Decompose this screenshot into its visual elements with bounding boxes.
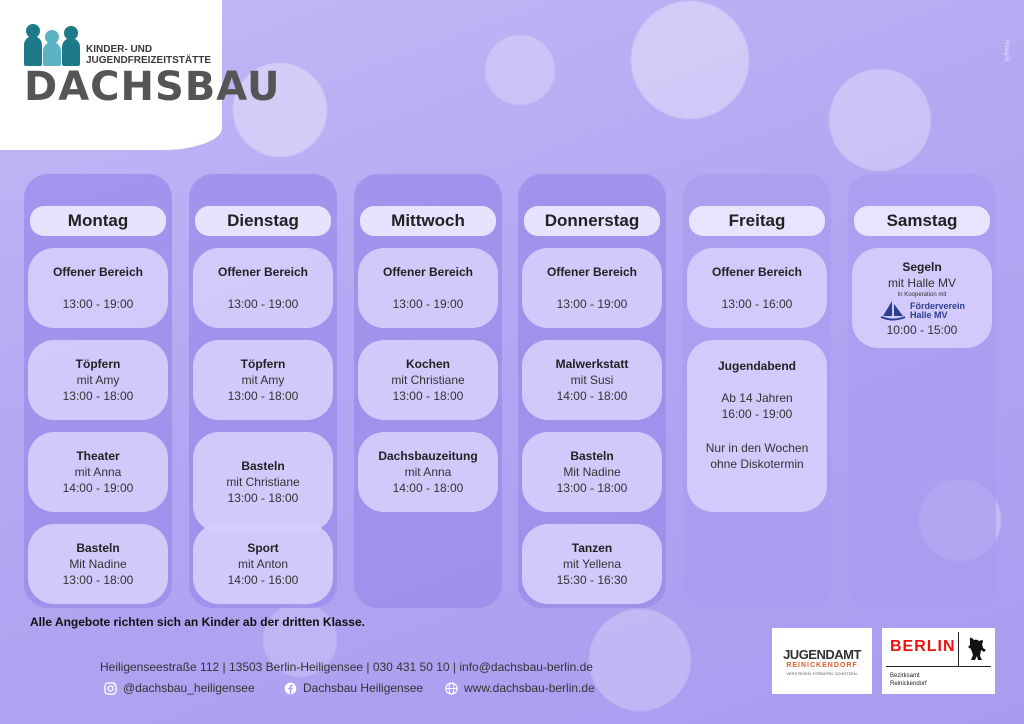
berlin-logo [882,628,995,694]
activity-title: Offener Bereich [546,265,638,279]
activity-time: 13:00 - 19:00 [556,297,628,311]
activity-card [193,340,333,420]
day-heading: Donnerstag [524,206,660,236]
activity-card [522,524,662,604]
facebook-icon [284,682,297,695]
activity-time: 13:00 - 16:00 [721,297,793,311]
activity-card [193,248,333,328]
activity-time: 14:00 - 18:00 [392,481,464,495]
partner-name-line1: Förderverein [909,300,966,311]
day-column-dienstag [189,174,337,608]
activity-time: 13:00 - 18:00 [227,491,299,505]
day-column-freitag [683,174,831,608]
activity-card [687,340,827,512]
activity-card [852,248,992,348]
activity-leader: Mit Nadine [69,557,127,571]
logo-line1: KINDER- UND [86,44,153,55]
instagram-icon [104,682,117,695]
activity-age: Ab 14 Jahren [721,391,793,405]
activity-title: Offener Bereich [711,265,803,279]
address-line: Heiligenseestraße 112 | 13503 Berlin-Heiligensee | 030 431 50 10 | info@dachsbau-berlin.de [100,660,593,674]
berlin-sub1: Bezirksamt [890,673,920,679]
activity-leader: mit Christiane [391,373,465,387]
activity-leader: mit Amy [241,373,285,387]
berlin-sub2: Reinickendorf [890,681,927,687]
cooperation-label: In Kooperation mit [897,291,947,298]
activity-time: 13:00 - 19:00 [227,297,299,311]
activity-leader: mit Halle MV [887,275,956,290]
activity-time: 14:00 - 19:00 [62,481,134,495]
partner-logo [879,300,965,322]
day-heading: Freitag [689,206,825,236]
activity-title: Malwerkstatt [555,357,629,371]
logo-figures-icon [24,24,84,66]
activity-title: Basteln [570,449,614,463]
activity-card [522,432,662,512]
instagram-handle: @dachsbau_heiligensee [123,681,255,695]
activity-card [28,340,168,420]
partner-name-line2: Halle MV [909,309,948,320]
activity-leader: mit Christiane [226,475,300,489]
activity-card [687,248,827,328]
website-url: www.dachsbau-berlin.de [464,681,595,695]
activity-card [522,340,662,420]
activity-leader: mit Amy [76,373,120,387]
activity-title: Sport [247,541,279,555]
activity-time: 10:00 - 15:00 [886,322,958,337]
activity-note: Nur in den Wochen [705,441,809,455]
activity-title: Basteln [76,541,120,555]
activity-time: 14:00 - 16:00 [227,573,299,587]
audience-note: Alle Angebote richten sich an Kinder ab der dritten Klasse. [30,615,365,629]
activity-card [28,432,168,512]
activity-time: 13:00 - 18:00 [392,389,464,403]
jugendamt-subtitle: REINICKENDORF [786,661,858,669]
activity-title: Offener Bereich [217,265,309,279]
activity-leader: mit Anna [74,465,122,479]
activity-leader: mit Anton [237,557,289,571]
jugendamt-logo [772,628,872,694]
instagram-link[interactable] [104,681,255,695]
activity-time: 13:00 - 18:00 [62,573,134,587]
activity-title: Theater [76,449,120,463]
image-credit: Freepik [1003,40,1010,62]
activity-card [522,248,662,328]
jugendamt-title: JUGENDAMT [783,646,861,662]
day-column-mittwoch [354,174,502,608]
activity-time: 15:30 - 16:30 [556,573,628,587]
activity-leader: mit Anna [404,465,452,479]
day-column-donnerstag [518,174,666,608]
activity-time: 16:00 - 19:00 [721,407,793,421]
logo-line2: JUGENDFREIZEITSTÄTTE [86,55,212,66]
activity-leader: mit Susi [570,373,614,387]
facebook-link[interactable] [284,681,423,695]
activity-time: 13:00 - 18:00 [556,481,628,495]
activity-title: Töpfern [240,357,286,371]
activity-title: Jugendabend [717,359,796,373]
facebook-name: Dachsbau Heiligensee [303,681,424,695]
activity-time: 13:00 - 19:00 [62,297,134,311]
berlin-subtitle [890,672,927,688]
jugendamt-tagline: VERSTEHEN. FÖRDERN. SCHÜTZEN. [786,670,858,676]
activity-time: 13:00 - 18:00 [62,389,134,403]
day-heading: Montag [30,206,166,236]
day-heading: Mittwoch [360,206,496,236]
day-heading: Samstag [854,206,990,236]
day-column-montag [24,174,172,608]
activity-title: Tanzen [571,541,613,555]
berlin-wordmark: BERLIN [890,638,956,655]
day-column-samstag [848,174,996,608]
activity-title: Offener Bereich [52,265,144,279]
activity-title: Offener Bereich [382,265,474,279]
activity-title: Basteln [241,459,285,473]
activity-card [193,524,333,604]
activity-note: ohne Diskotermin [710,457,804,471]
activity-title: Segeln [902,259,942,274]
activity-card [358,248,498,328]
bear-icon [966,636,988,662]
website-link[interactable] [445,681,595,695]
activity-leader: Mit Nadine [563,465,621,479]
logo-subtitle [86,44,211,66]
activity-time: 13:00 - 19:00 [392,297,464,311]
activity-card [193,432,333,532]
activity-time: 13:00 - 18:00 [227,389,299,403]
activity-title: Kochen [405,357,450,371]
activity-leader: mit Yellena [562,557,622,571]
activity-card [28,524,168,604]
logo-panel [0,0,281,150]
globe-icon [445,682,458,695]
activity-time: 14:00 - 18:00 [556,389,628,403]
day-heading: Dienstag [195,206,331,236]
logo-title: DACHSBAU [24,64,281,110]
activity-title: Töpfern [75,357,121,371]
activity-title: Dachsbauzeitung [378,449,478,463]
sailboat-icon [879,300,907,322]
activity-card [28,248,168,328]
activity-card [358,340,498,420]
activity-card [358,432,498,512]
